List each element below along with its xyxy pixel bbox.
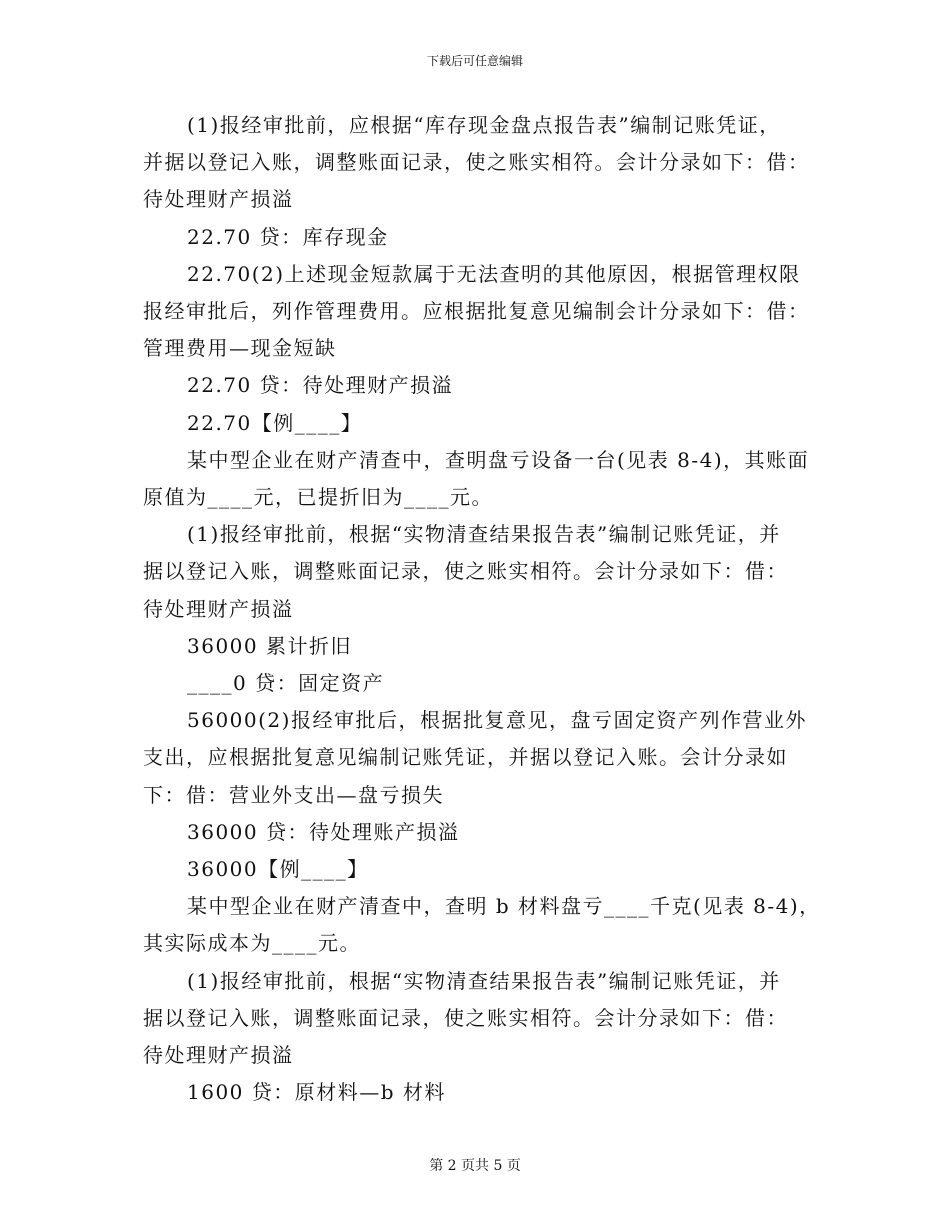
paragraph <box>143 516 808 628</box>
paragraph <box>143 702 808 814</box>
paragraph <box>143 405 808 442</box>
paragraph <box>143 628 808 665</box>
document-body <box>143 107 821 1111</box>
text-line: 22.70 贷：待处理财产损溢 <box>187 373 454 398</box>
text-line: 并据以登记入账，调整账面记录，使之账实相符。会计分录如下：借： <box>143 150 810 175</box>
page-footer: 第 2 页共 5 页 <box>429 1158 521 1174</box>
text-line: 56000(2)报经审批后，根据批复意见，盘亏固定资产列作营业外 <box>187 708 807 733</box>
paragraph <box>143 665 808 702</box>
paragraph <box>143 814 808 851</box>
paragraph <box>143 963 808 1075</box>
paragraph <box>143 367 808 404</box>
text-line: 管理费用—现金短缺 <box>143 336 337 361</box>
paragraph <box>143 888 821 962</box>
text-line: 22.70【例____】 <box>187 410 363 435</box>
text-line: 下：借：营业外支出—盘亏损失 <box>143 782 444 807</box>
text-line: (1)报经审批前，根据“实物清查结果报告表”编制记账凭证，并 <box>187 968 781 993</box>
text-line: 其实际成本为____元。 <box>143 931 361 956</box>
paragraph <box>143 851 808 888</box>
text-line: 待处理财产损溢 <box>143 1043 294 1068</box>
text-line: 1600 贷：原材料—b 材料 <box>187 1080 446 1105</box>
text-line: 待处理财产损溢 <box>143 187 294 212</box>
paragraph <box>143 442 808 516</box>
paragraph <box>143 107 808 219</box>
text-line: 36000 贷：待处理账产损溢 <box>187 819 460 844</box>
text-line: 待处理财产损溢 <box>143 596 294 621</box>
text-line: ____0 贷：固定资产 <box>187 671 385 696</box>
text-line: 某中型企业在财产清查中，查明 b 材料盘亏____千克(见表 8-4)， <box>187 894 821 919</box>
text-line: 据以登记入账，调整账面记录，使之账实相符。会计分录如下：借： <box>143 1005 788 1030</box>
text-line: 据以登记入账，调整账面记录，使之账实相符。会计分录如下：借： <box>143 559 788 584</box>
text-line: 36000 累计折旧 <box>187 633 352 658</box>
text-line: 原值为____元，已提折旧为____元。 <box>143 485 493 510</box>
text-line: 报经审批后，列作管理费用。应根据批复意见编制会计分录如下：借： <box>143 299 810 324</box>
text-line: 22.70 贷：库存现金 <box>187 224 389 249</box>
page-header: 下载后可任意编辑 <box>426 54 523 68</box>
text-line: (1)报经审批前，根据“实物清查结果报告表”编制记账凭证，并 <box>187 522 781 547</box>
paragraph <box>143 1074 808 1111</box>
paragraph <box>143 219 808 256</box>
paragraph <box>143 256 808 368</box>
text-line: 22.70(2)上述现金短款属于无法查明的其他原因，根据管理权限 <box>187 261 801 286</box>
text-line: (1)报经审批前，应根据“库存现金盘点报告表”编制记账凭证， <box>187 113 781 137</box>
text-line: 支出，应根据批复意见编制记账凭证，并据以登记入账。会计分录如 <box>143 745 788 770</box>
text-line: 36000【例____】 <box>187 857 369 882</box>
text-line: 某中型企业在财产清查中，查明盘亏设备一台(见表 8-4)，其账面 <box>187 447 810 472</box>
